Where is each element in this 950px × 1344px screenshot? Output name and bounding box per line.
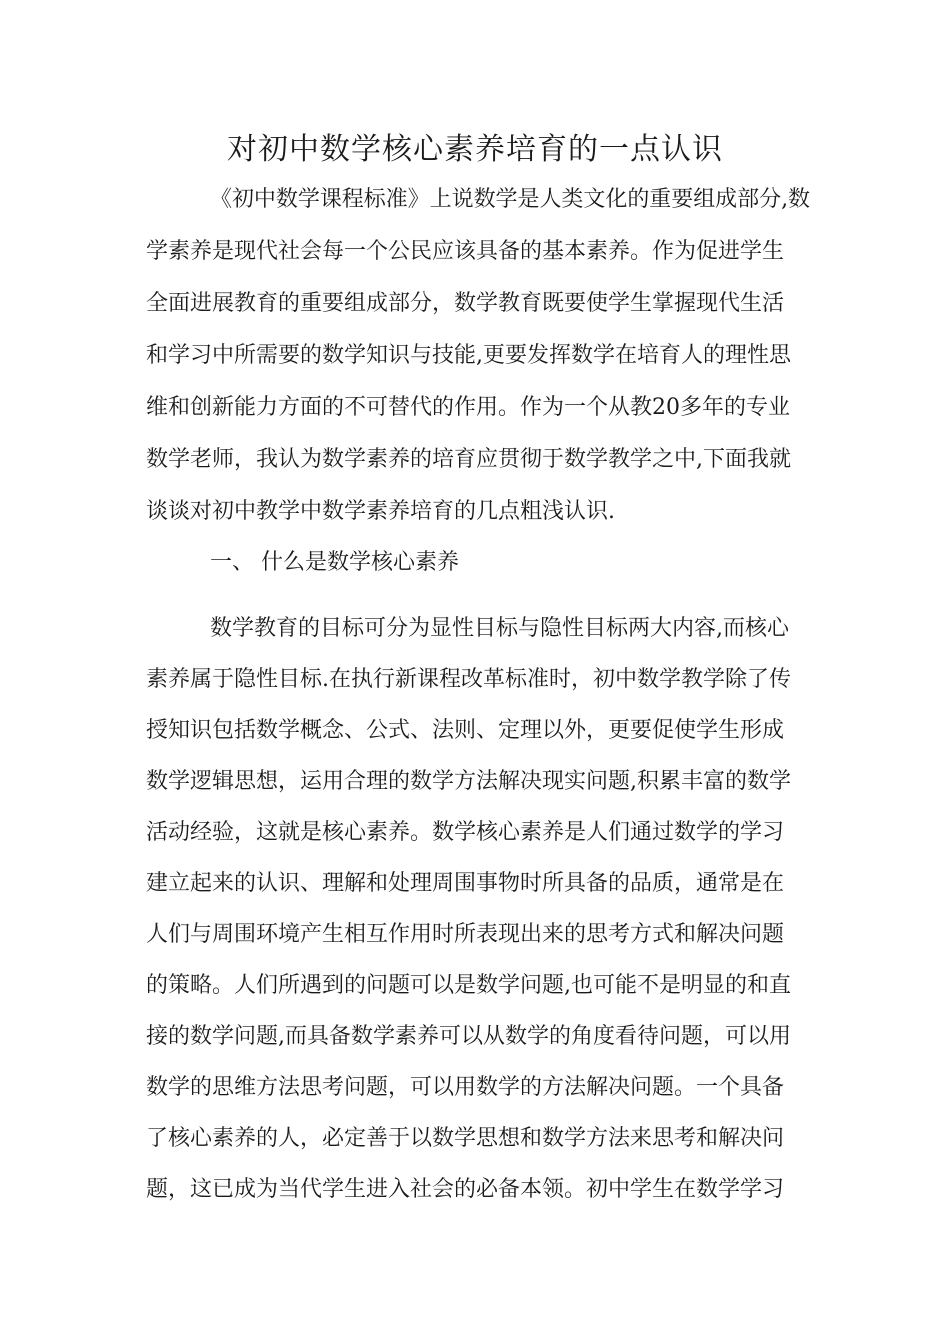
paragraph-1-line: 谈谈对初中教学中数学素养培育的几点粗浅认识.	[146, 499, 615, 524]
paragraph-2-line: 接的数学问题,而具备数学素养可以从数学的角度看待问题，可以用	[146, 1024, 791, 1049]
paragraph-2-line: 授知识包括数学概念、公式、法则、定理以外，更要促使学生形成	[146, 718, 785, 743]
paragraph-2-line: 题，这已成为当代学生进入社会的必备本领。初中学生在数学学习	[146, 1177, 785, 1202]
document-title: 对初中数学核心素养培育的一点认识	[227, 132, 723, 167]
paragraph-2-line: 人们与周围环境产生相互作用时所表现出来的思考方式和解决问题	[146, 922, 785, 947]
paragraph-1-line: 《初中数学课程标准》上说数学是人类文化的重要组成部分,数	[210, 187, 810, 212]
paragraph-1-line: 学素养是现代社会每一个公民应该具备的基本素养。作为促进学生	[146, 239, 785, 264]
paragraph-1-line: 全面进展教育的重要组成部分，数学教育既要使学生掌握现代生活	[146, 291, 785, 316]
paragraph-1-line: 和学习中所需要的数学知识与技能,更要发挥数学在培育人的理性思	[146, 343, 791, 368]
paragraph-2-line: 素养属于隐性目标.在执行新课程改革标准时，初中数学教学除了传	[146, 667, 791, 692]
section-heading: 一、 什么是数学核心素养	[210, 550, 459, 575]
paragraph-2-line: 活动经验，这就是核心素养。数学核心素养是人们通过数学的学习	[146, 820, 785, 845]
paragraph-2-line: 了核心素养的人，必定善于以数学思想和数学方法来思考和解决问	[146, 1126, 785, 1151]
paragraph-2-line: 建立起来的认识、理解和处理周围事物时所具备的品质，通常是在	[146, 871, 785, 896]
paragraph-1-line: 维和创新能力方面的不可替代的作用。作为一个从教20多年的专业	[146, 395, 790, 420]
paragraph-1-line: 数学老师，我认为数学素养的培育应贯彻于数学教学之中,下面我就	[146, 447, 791, 472]
paragraph-2-line: 数学的思维方法思考问题，可以用数学的方法解决问题。一个具备	[146, 1075, 785, 1100]
paragraph-2-line: 数学逻辑思想，运用合理的数学方法解决现实问题,积累丰富的数学	[146, 769, 791, 794]
paragraph-2-line: 数学教育的目标可分为显性目标与隐性目标两大内容,而核心	[210, 616, 789, 641]
paragraph-2-line: 的策略。人们所遇到的问题可以是数学问题,也可能不是明显的和直	[146, 973, 791, 998]
